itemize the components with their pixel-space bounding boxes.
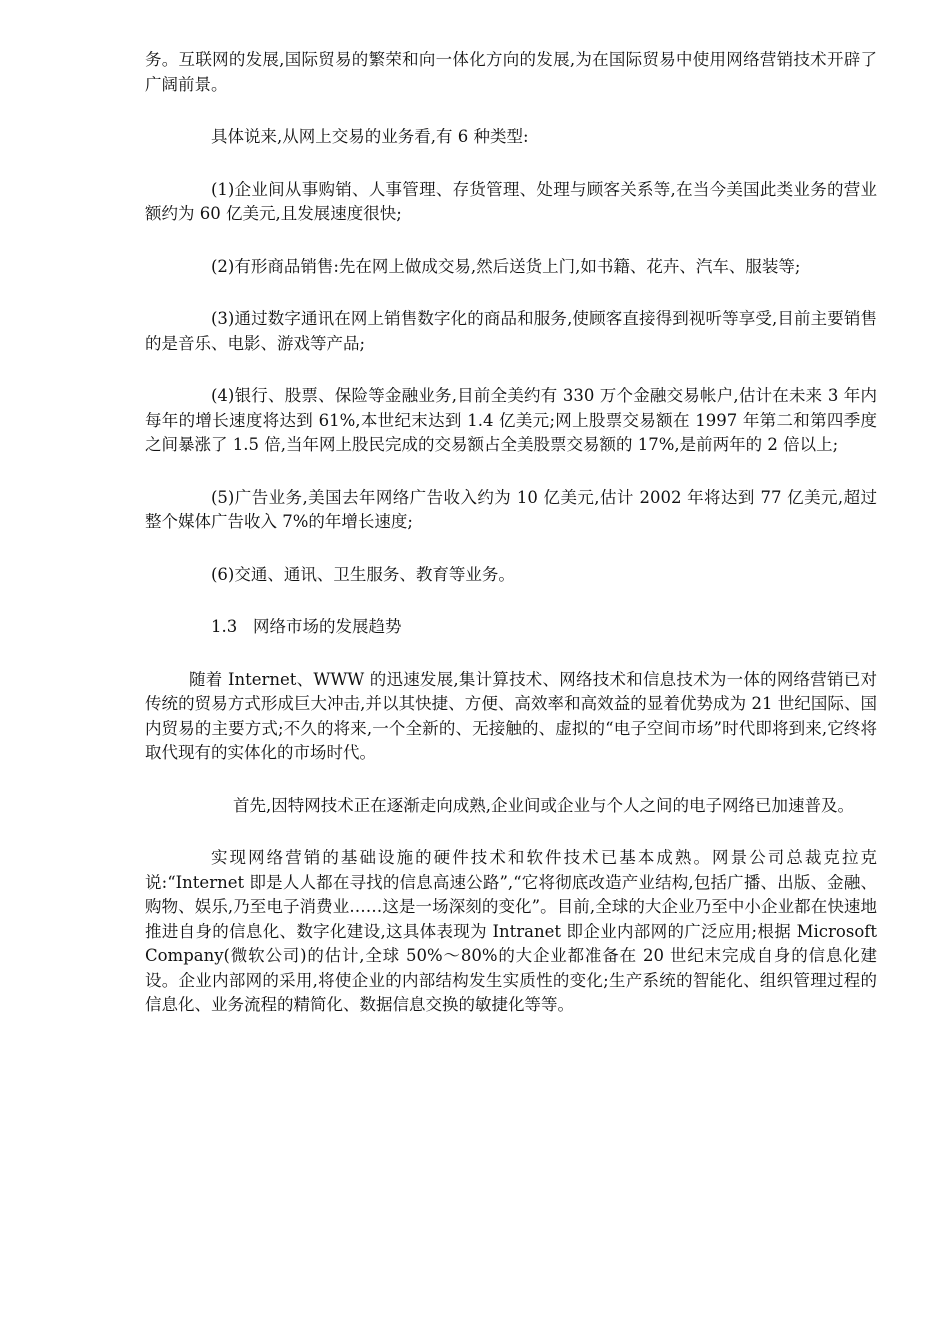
paragraph-first: 首先,因特网技术正在逐渐走向成熟,企业间或企业与个人之间的电子网络已加速普及。 <box>233 795 854 815</box>
document-page <box>145 48 877 1046</box>
paragraph-intro-types: 具体说来,从网上交易的业务看,有 6 种类型: <box>211 127 529 146</box>
list-item-1: (1)企业间从事购销、人事管理、存货管理、处理与顾客关系等,在当今美国此类业务的营业额约为 60 亿美元,且发展速度很快; <box>145 179 877 223</box>
list-item-6: (6)交通、通讯、卫生服务、教育等业务。 <box>211 564 515 584</box>
paragraph-trend: 随着 Internet、WWW 的迅速发展,集计算技术、网络技术和信息技术为一体的网络营销已对传统的贸易方式形成巨大冲击,并以其快捷、方便、高效率和高效益的显着优势成为 21 世纪国际、国内贸易的主要方式;不久的将来,一个全新的、无接触的、虚拟的“电子空间市场”时代即将到来,它终将取代现有的实体化的市场时代。 <box>145 669 877 762</box>
list-item-3: (3)通过数字通讯在网上销售数字化的商品和服务,使顾客直接得到视听等享受,目前主要销售的是音乐、电影、游戏等产品; <box>145 309 877 353</box>
list-item-2: (2)有形商品销售:先在网上做成交易,然后送货上门,如书籍、花卉、汽车、服装等; <box>211 256 801 276</box>
list-item-5: (5)广告业务,美国去年网络广告收入约为 10 亿美元,估计 2002 年将达到 77 亿美元,超过整个媒体广告收入 7%的年增长速度; <box>145 487 877 531</box>
paragraph-continuation: 务。互联网的发展,国际贸易的繁荣和向一体化方向的发展,为在国际贸易中使用网络营销技术开辟了广阔前景。 <box>145 50 877 94</box>
section-title: 网络市场的发展趋势 <box>253 617 402 636</box>
list-item-4: (4)银行、股票、保险等金融业务,目前全美约有 330 万个金融交易帐户,估计在未来 3 年内每年的增长速度将达到 61%,本世纪末达到 1.4 亿美元;网上股票交易额在 1997 年第二和第四季度之间暴涨了 1.5 倍,当年网上股民完成的交易额占全美股票交易额的 17%,是前两年的 2 倍以上; <box>145 386 877 454</box>
section-heading <box>145 615 877 640</box>
paragraph-infrastructure: 实现网络营销的基础设施的硬件技术和软件技术已基本成熟。网景公司总裁克拉克说:“Internet 即是人人都在寻找的信息高速公路”,“它将彻底改造产业结构,包括广播、出版、金融、购物、娱乐,乃至电子消费业……这是一场深刻的变化”。目前,全球的大企业乃至中小企业都在快速地推进自身的信息化、数字化建设,这具体表现为 Intranet 即企业内部网的广泛应用;根据 Microsoft Company(微软公司)的估计,全球 50%～80%的大企业都准备在 20 世纪末完成自身的信息化建设。企业内部网的采用,将使企业的内部结构发生实质性的变化;生产系统的智能化、组织管理过程的信息化、业务流程的精简化、数据信息交换的敏捷化等等。 <box>145 848 877 1014</box>
section-number: 1.3 <box>211 617 238 636</box>
